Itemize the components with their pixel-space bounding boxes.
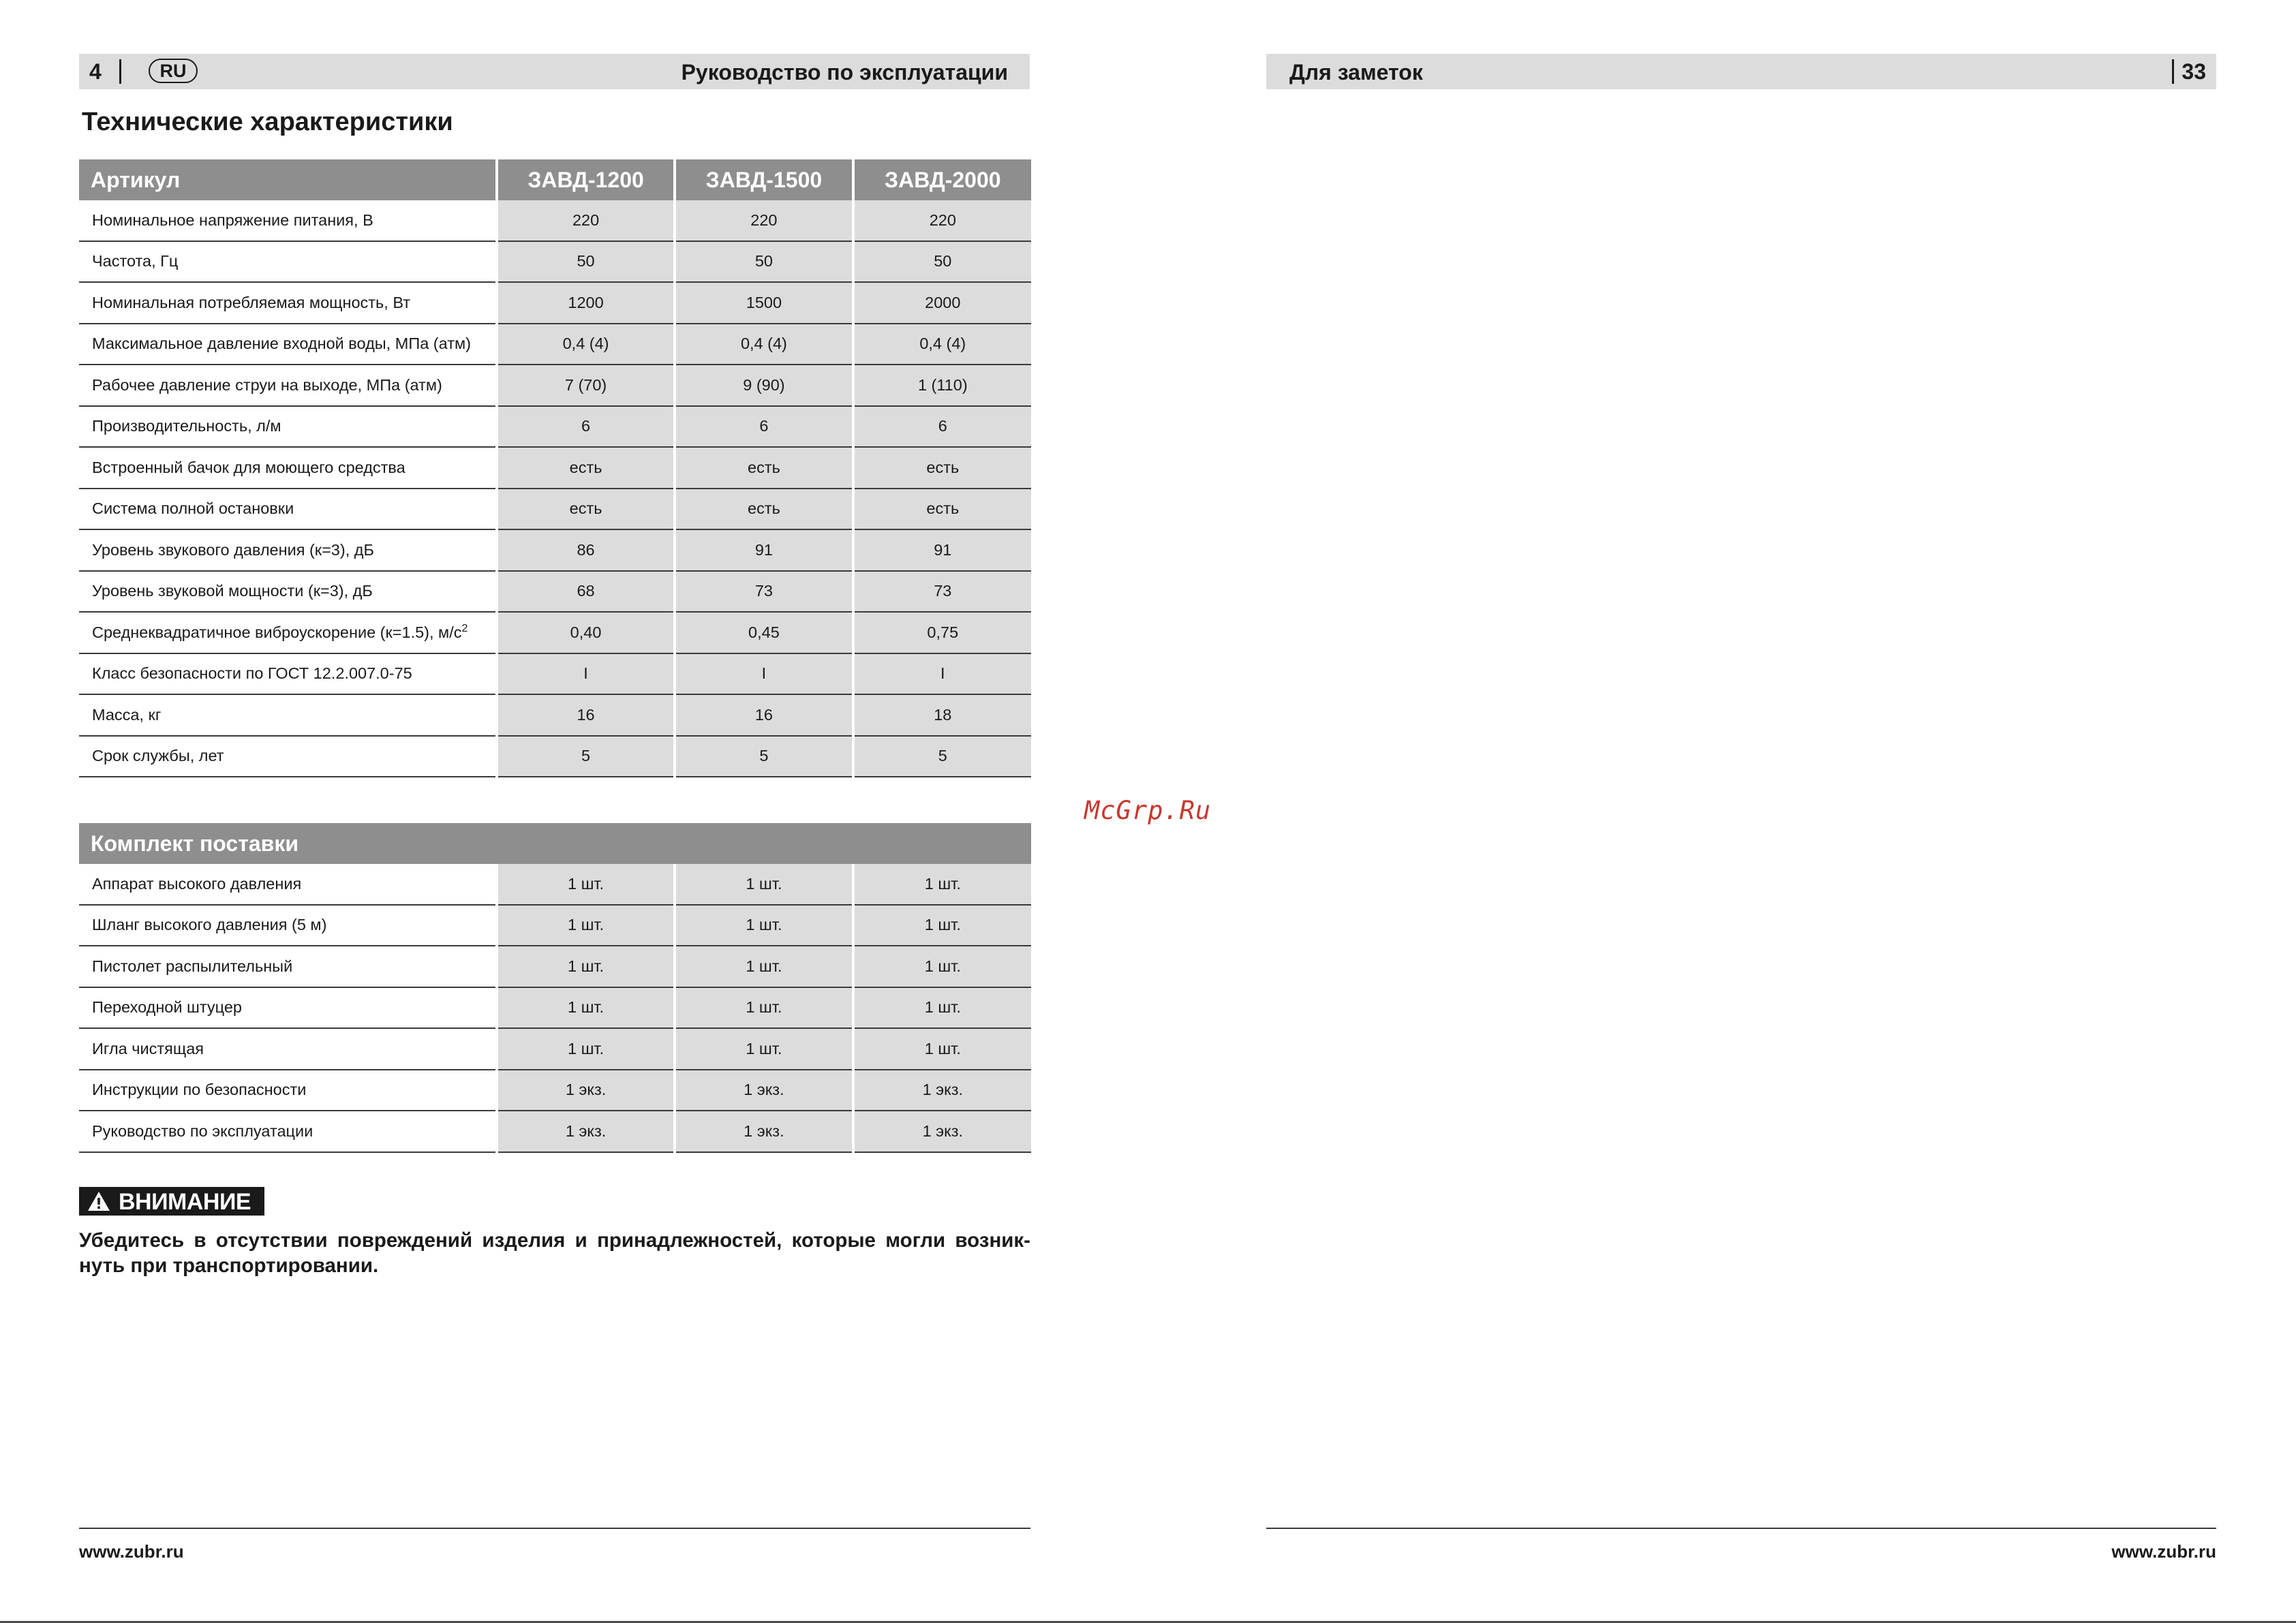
spec-row — [79, 447, 1031, 489]
kit-row-value-2: 1 экз. — [675, 1070, 853, 1111]
header-separator — [119, 59, 121, 84]
footer-divider — [1266, 1528, 2216, 1529]
kit-row — [79, 987, 1031, 1029]
row-label-text: Инструкции по безопасности — [92, 1081, 307, 1099]
page-number: 4 — [89, 59, 102, 84]
warning-text: Убедитесь в отсутствии повреждений изделия и принадлежностей, которые могли возник-нуть при транспортировании. — [79, 1229, 1030, 1277]
warning-icon — [87, 1191, 110, 1211]
kit-row-value-2: 1 шт. — [675, 946, 853, 987]
header-title: Руководство по эксплуатации — [681, 60, 1008, 84]
spec-row-label — [79, 406, 497, 448]
row-label-text: Класс безопасности по ГОСТ 12.2.007.0-75 — [92, 664, 412, 683]
spec-row-value-1: 5 — [497, 736, 675, 777]
spec-row-value-1: 86 — [497, 529, 675, 571]
right-header-bar — [1266, 54, 2216, 89]
row-label-text: Номинальное напряжение питания, В — [92, 211, 373, 229]
spec-row-value-3: 0,4 (4) — [853, 324, 1031, 365]
kit-row-label — [79, 905, 497, 946]
row-label-text: Масса, кг — [92, 705, 162, 724]
spec-row-value-1: 6 — [497, 406, 675, 448]
spec-row-value-1: 220 — [497, 200, 675, 241]
spec-row-value-2: 220 — [675, 200, 853, 241]
spec-row-value-3: 2000 — [853, 282, 1031, 324]
kit-row — [79, 1070, 1031, 1111]
spec-row-value-1: 16 — [497, 694, 675, 736]
spec-row-value-1: 1200 — [497, 282, 675, 324]
row-label-text: Максимальное давление входной воды, МПа (атм) — [92, 335, 471, 353]
spec-row-value-2: I — [675, 653, 853, 695]
row-label-text: Встроенный бачок для моющего средства — [92, 458, 405, 476]
kit-row — [79, 1028, 1031, 1070]
page-number: 33 — [2182, 59, 2206, 84]
kit-row-value-2: 1 шт. — [675, 1028, 853, 1070]
kit-row-value-3: 1 экз. — [853, 1070, 1031, 1111]
spec-row-value-1: есть — [497, 447, 675, 489]
kit-row-value-3: 1 шт. — [853, 987, 1031, 1029]
spec-row-label — [79, 736, 497, 777]
kit-row-value-3: 1 шт. — [853, 905, 1031, 946]
kit-row-value-1: 1 шт. — [497, 946, 675, 987]
spec-row — [79, 612, 1031, 653]
spec-row-value-3: 220 — [853, 200, 1031, 241]
right-page — [1266, 0, 2216, 1623]
kit-row-value-3: 1 шт. — [853, 864, 1031, 905]
spec-row-label — [79, 324, 497, 365]
spec-row-value-3: 0,75 — [853, 612, 1031, 653]
spec-row-value-2: 1500 — [675, 282, 853, 324]
section-title: Технические характеристики — [82, 108, 453, 136]
spec-row-value-3: 73 — [853, 571, 1031, 613]
footer-url[interactable]: www.zubr.ru — [2111, 1541, 2216, 1562]
spec-row-value-2: 50 — [675, 241, 853, 283]
kit-row — [79, 864, 1031, 905]
spec-row-value-3: 6 — [853, 406, 1031, 448]
spec-row-value-3: есть — [853, 489, 1031, 530]
row-label-text: Пистолет распылительный — [92, 957, 293, 975]
spec-row-value-3: I — [853, 653, 1031, 695]
kit-row-label — [79, 946, 497, 987]
row-label-text: Игла чистящая — [92, 1039, 204, 1057]
spec-row-value-2: 91 — [675, 529, 853, 571]
warning-label: ВНИМАНИЕ — [119, 1189, 251, 1215]
spec-row-value-2: 73 — [675, 571, 853, 613]
spec-header-article: Артикул — [79, 159, 497, 200]
spec-row-label — [79, 241, 497, 283]
spec-row-value-2: 5 — [675, 736, 853, 777]
kit-row-value-2: 1 шт. — [675, 864, 853, 905]
spec-header-model-2: ЗАВД-1500 — [675, 159, 853, 200]
spec-row-value-1: 0,4 (4) — [497, 324, 675, 365]
kit-row-label — [79, 1111, 497, 1152]
row-label-text: Аппарат высокого давления — [92, 874, 302, 893]
spec-row-value-3: 5 — [853, 736, 1031, 777]
spec-row-value-2: есть — [675, 489, 853, 530]
spec-row-value-3: 1 (110) — [853, 365, 1031, 406]
kit-row-value-1: 1 шт. — [497, 905, 675, 946]
left-page — [79, 0, 1033, 1623]
row-label-text: Производительность, л/м — [92, 417, 281, 435]
spec-row-value-3: есть — [853, 447, 1031, 489]
spec-row — [79, 406, 1031, 448]
row-label-text: Уровень звукового давления (к=3), дБ — [92, 540, 374, 559]
spec-row-label — [79, 365, 497, 406]
spec-row — [79, 694, 1031, 736]
spec-row-value-2: 0,4 (4) — [675, 324, 853, 365]
spec-row — [79, 241, 1031, 283]
spec-row — [79, 200, 1031, 241]
spec-row-label — [79, 200, 497, 241]
spec-row — [79, 571, 1031, 613]
kit-row-label — [79, 864, 497, 905]
footer-divider — [79, 1528, 1030, 1529]
spec-row-label — [79, 282, 497, 324]
kit-row — [79, 1111, 1031, 1152]
kit-header: Комплект поставки — [79, 823, 1031, 864]
spec-row-value-1: 0,40 — [497, 612, 675, 653]
kit-row-value-1: 1 шт. — [497, 1028, 675, 1070]
spec-row-value-1: I — [497, 653, 675, 695]
footer-url[interactable]: www.zubr.ru — [79, 1541, 184, 1562]
spec-row-value-1: 50 — [497, 241, 675, 283]
row-label-text: Переходной штуцер — [92, 998, 243, 1017]
row-label-text: Частота, Гц — [92, 252, 179, 270]
kit-row-value-1: 1 шт. — [497, 864, 675, 905]
kit-row-label — [79, 987, 497, 1029]
kit-row — [79, 946, 1031, 987]
kit-row-value-2: 1 экз. — [675, 1111, 853, 1152]
watermark: McGrp.Ru — [1084, 796, 1212, 825]
spec-row-label — [79, 694, 497, 736]
spec-row-value-1: 7 (70) — [497, 365, 675, 406]
spec-row-label — [79, 571, 497, 613]
row-label-text: Шланг высокого давления (5 м) — [92, 916, 327, 934]
spec-row — [79, 365, 1031, 406]
row-label-text: Система полной остановки — [92, 499, 294, 518]
kit-row-label — [79, 1070, 497, 1111]
language-badge: RU — [149, 59, 198, 83]
kit-row-value-3: 1 экз. — [853, 1111, 1031, 1152]
spec-row-label — [79, 653, 497, 695]
spec-row-value-2: 0,45 — [675, 612, 853, 653]
spec-table — [79, 159, 1031, 777]
kit-row-value-2: 1 шт. — [675, 905, 853, 946]
spec-row-label — [79, 447, 497, 489]
spec-row-label — [79, 529, 497, 571]
spec-header-model-3: ЗАВД-2000 — [853, 159, 1031, 200]
spec-row-value-2: 6 — [675, 406, 853, 448]
kit-row-value-1: 1 шт. — [497, 987, 675, 1029]
kit-row-value-2: 1 шт. — [675, 987, 853, 1029]
spec-row-label — [79, 489, 497, 530]
spec-row — [79, 529, 1031, 571]
kit-row-value-3: 1 шт. — [853, 946, 1031, 987]
spec-row-value-3: 18 — [853, 694, 1031, 736]
spec-header-row — [79, 159, 1031, 200]
spec-row-value-2: 9 (90) — [675, 365, 853, 406]
left-header-bar — [79, 54, 1030, 89]
spec-row-value-1: есть — [497, 489, 675, 530]
kit-header-row — [79, 823, 1031, 864]
spec-row-value-3: 91 — [853, 529, 1031, 571]
header-separator — [2172, 59, 2174, 84]
spec-row-value-2: 16 — [675, 694, 853, 736]
kit-row-value-1: 1 экз. — [497, 1070, 675, 1111]
row-label-text: Номинальная потребляемая мощность, Вт — [92, 293, 411, 311]
spec-row-label — [79, 612, 497, 653]
kit-row-value-3: 1 шт. — [853, 1028, 1031, 1070]
spec-row — [79, 282, 1031, 324]
kit-row-value-1: 1 экз. — [497, 1111, 675, 1152]
spec-row-value-1: 68 — [497, 571, 675, 613]
notes-title: Для заметок — [1289, 60, 1423, 84]
spec-header-model-1: ЗАВД-1200 — [497, 159, 675, 200]
kit-row-label — [79, 1028, 497, 1070]
kit-row — [79, 905, 1031, 946]
row-label-text: Среднеквадратичное виброускорение (к=1.5), м/с — [92, 623, 462, 642]
spec-row — [79, 489, 1031, 530]
row-label-text: Руководство по эксплуатации — [92, 1122, 313, 1140]
superscript: 2 — [461, 623, 468, 635]
row-label-text: Рабочее давление струи на выходе, МПа (атм) — [92, 375, 442, 394]
kit-table — [79, 823, 1031, 1153]
spec-row — [79, 324, 1031, 365]
warning-badge — [79, 1187, 264, 1216]
spec-row-value-3: 50 — [853, 241, 1031, 283]
row-label-text: Уровень звуковой мощности (к=3), дБ — [92, 582, 373, 600]
spec-row — [79, 736, 1031, 777]
spec-row — [79, 653, 1031, 695]
spec-row-value-2: есть — [675, 447, 853, 489]
row-label-text: Срок службы, лет — [92, 747, 224, 765]
